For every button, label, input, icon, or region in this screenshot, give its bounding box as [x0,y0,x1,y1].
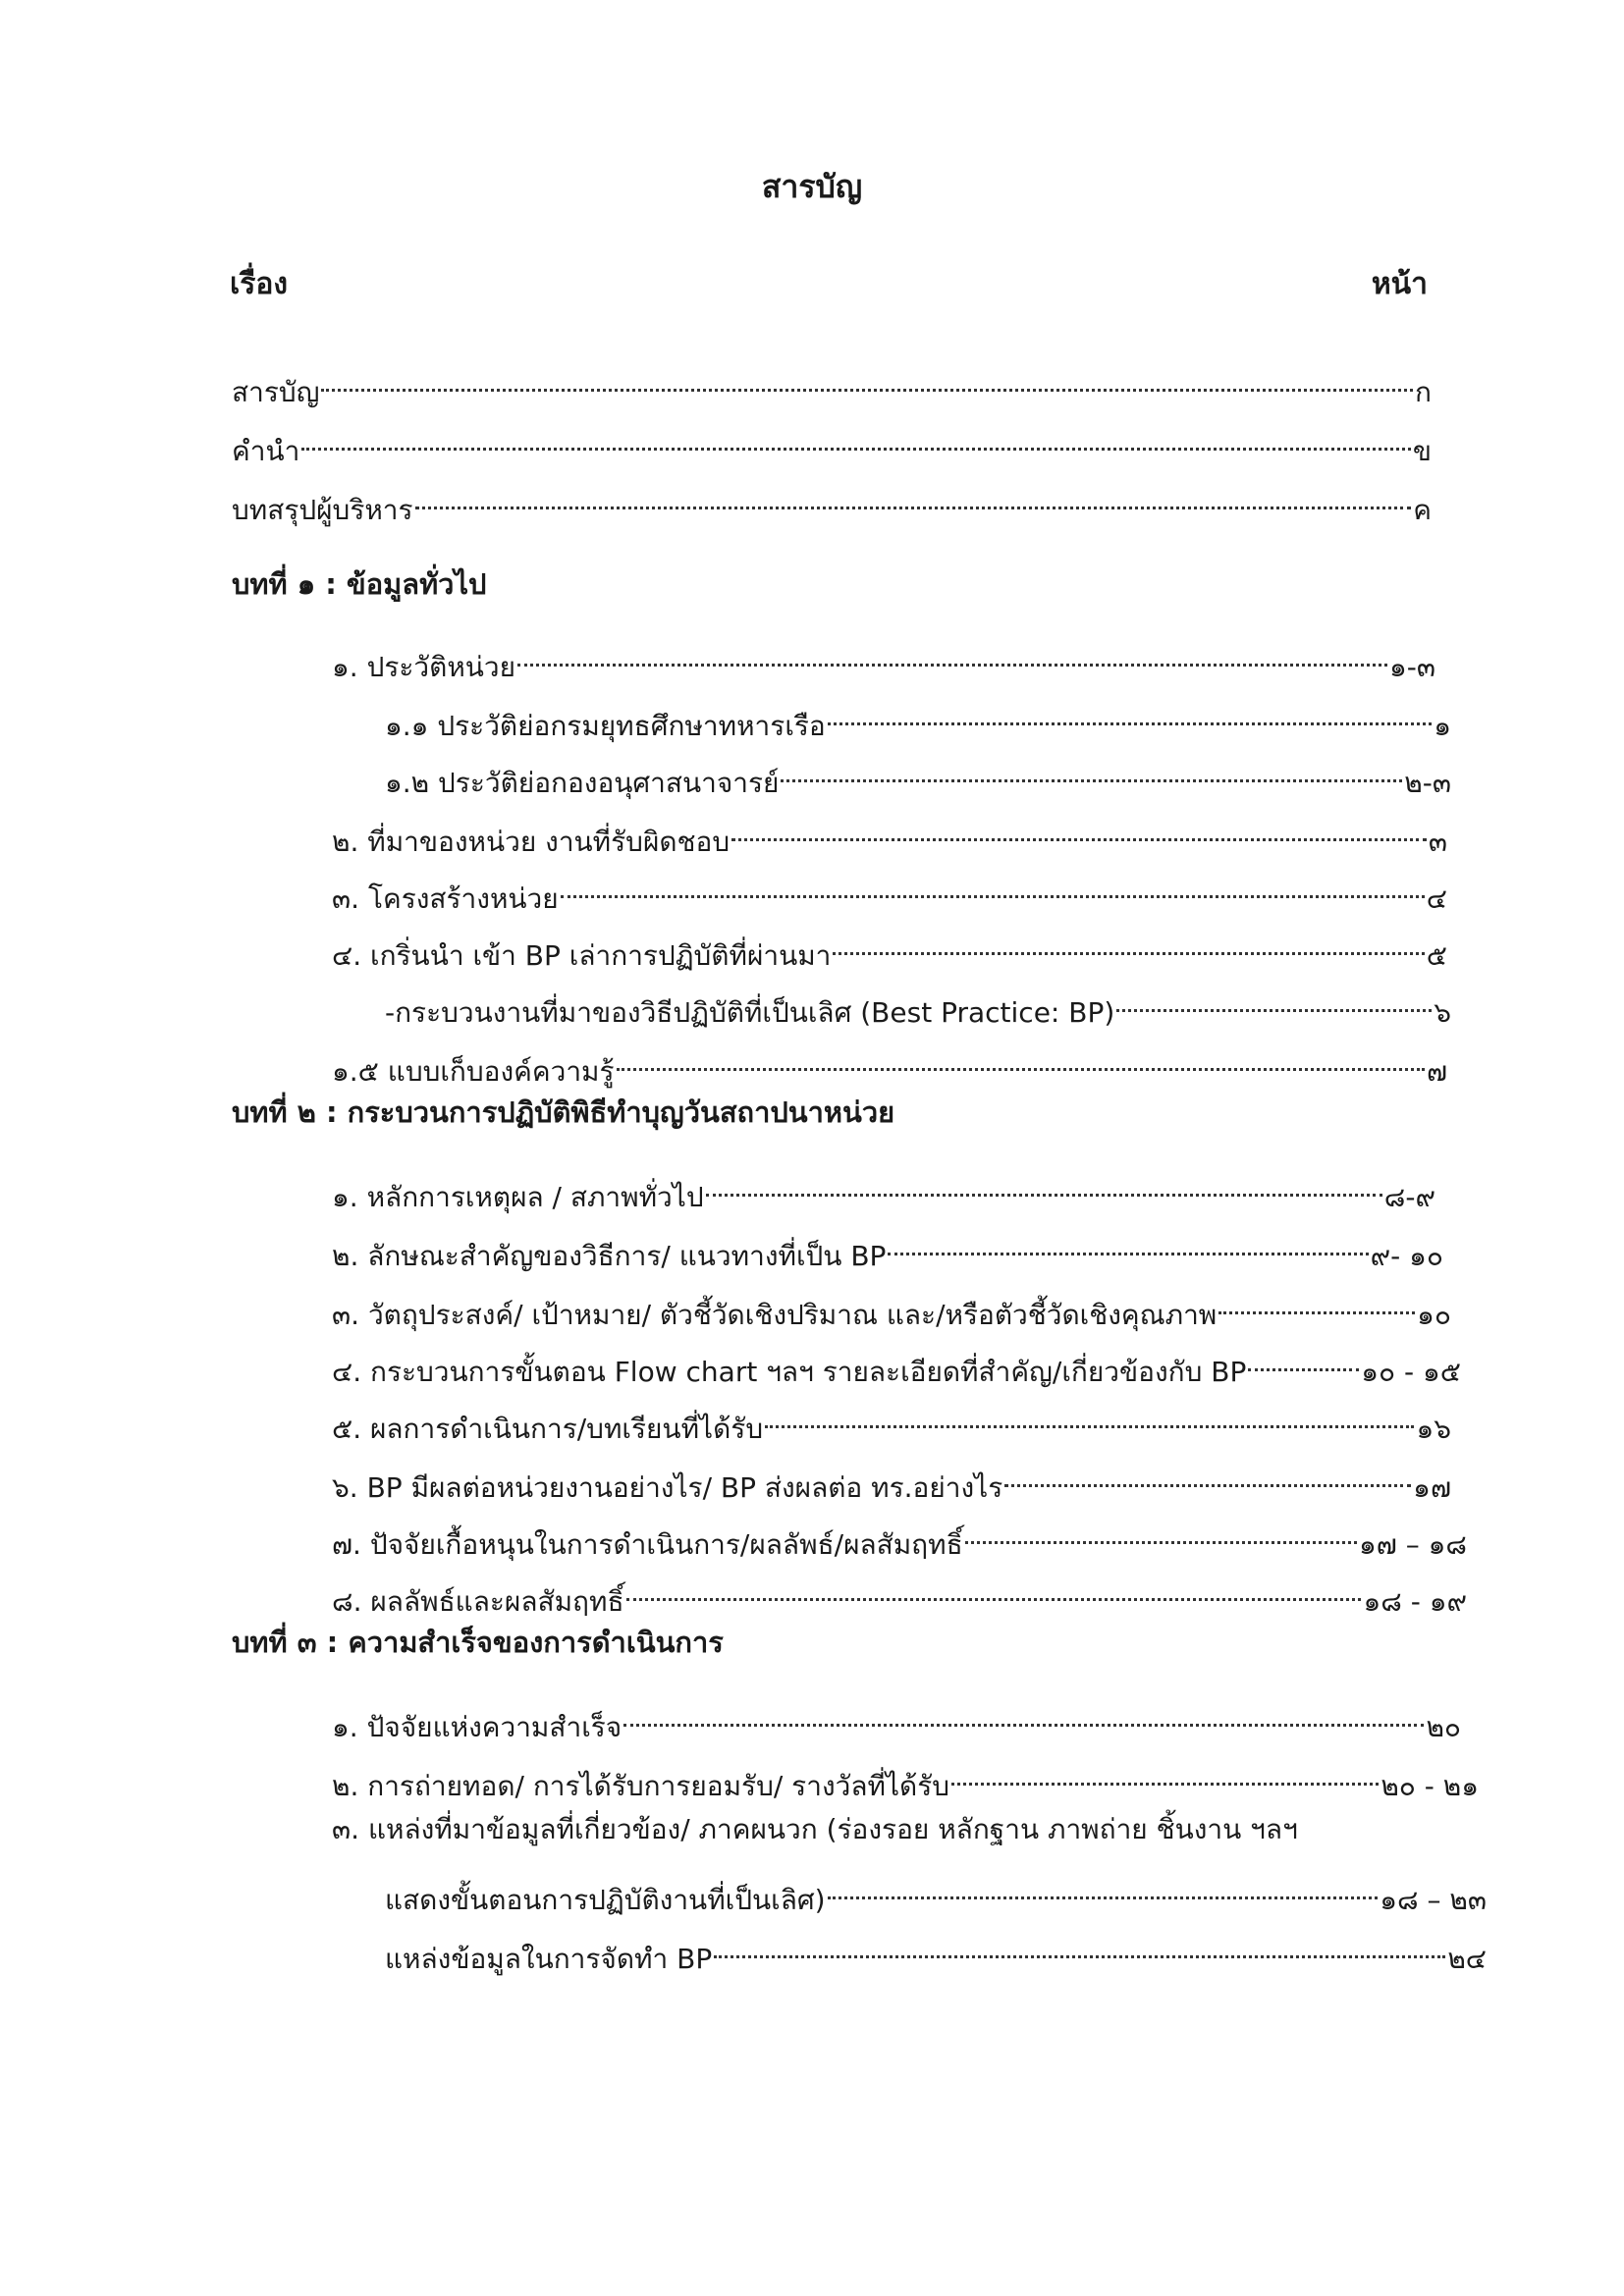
dot-leader [1248,1329,1359,1371]
toc-entry [332,1039,1447,1092]
toc-entry-label: ๔. กระบวนการขั้นตอน Flow chart ฯลฯ รายละเอียดที่สำคัญ/เกี่ยวข้องกับ BP [332,1356,1247,1388]
dot-leader [561,856,1425,898]
dot-leader [781,740,1402,782]
toc-entry-label: ๒. ที่มาของหน่วย งานที่รับผิดชอบ [332,826,731,858]
dot-leader [828,1857,1379,1899]
toc-entry-page: ๑๗ [1413,1471,1451,1504]
toc-entry-label: แสดงขั้นตอนการปฏิบัติงานที่เป็นเลิศ) [385,1884,826,1916]
toc-entry [332,1512,1467,1565]
toc-entry [332,1396,1451,1449]
dot-leader [765,1386,1414,1428]
toc-entry-label: ๑.๒ ประวัติย่อกองอนุศาสนาจารย์ [385,767,780,799]
toc-entry [332,634,1435,687]
toc-entry-label: สารบัญ [232,376,320,408]
toc-entry-page: ๑-๓ [1388,651,1435,683]
toc-entry [332,866,1447,919]
chapter-2-heading: บทที่ ๒ : กระบวนการปฏิบัติพิธีทำบุญวันสถาปนาหน่วย [232,1095,895,1129]
toc-entry [385,693,1451,746]
toc-entry-label: ๒. ลักษณะสำคัญของวิธีการ/ แนวทางที่เป็น BP [332,1240,887,1272]
toc-entry [332,1694,1461,1747]
dot-leader [517,624,1387,667]
dot-leader [626,1559,1362,1601]
toc-entry [332,1282,1451,1335]
toc-entry-executive-summary [232,477,1432,530]
toc-entry-label: -กระบวนงานที่มาของวิธีปฏิบัติที่เป็นเลิศ (Best Practice: BP) [385,996,1115,1029]
toc-entry-page: ๓ [1428,826,1447,858]
dot-leader [965,1502,1357,1544]
toc-entry [385,980,1451,1033]
toc-entry-label: ๓. โครงสร้างหน่วย [332,882,559,915]
toc-entry-contents [232,359,1432,412]
toc-entry [332,1223,1443,1276]
dot-leader [714,1916,1445,1958]
toc-entry [332,923,1447,976]
dot-leader [321,349,1413,392]
toc-entry-page: ๒๔ [1447,1943,1487,1975]
dot-leader [415,467,1412,509]
toc-entry-label: บทสรุปผู้บริหาร [232,494,413,526]
toc-entry [332,809,1447,862]
toc-entry [332,1569,1467,1622]
toc-entry-label: ๘. ผลลัพธ์และผลสัมฤทธิ์ [332,1585,624,1618]
toc-entry-label: ๑. หลักการเหตุผล / สภาพทั่วไป [332,1181,704,1213]
toc-entry-label: ๕. ผลการดำเนินการ/บทเรียนที่ได้รับ [332,1413,764,1445]
toc-entry-page: ๖ [1434,996,1451,1029]
toc-entry-page: ๘-๙ [1383,1181,1435,1213]
column-header-page: หน้า [1371,267,1428,301]
toc-entry-label: ๓. วัตถุประสงค์/ เป้าหมาย/ ตัวชี้วัดเชิงปริมาณ และ/หรือตัวชี้วัดเชิงคุณภาพ [332,1299,1218,1331]
toc-entry-page: ๒๐ [1426,1711,1461,1743]
dot-leader [1004,1445,1411,1487]
toc-entry [332,1164,1435,1217]
dot-leader [706,1154,1382,1197]
toc-entry-page: ๑๘ – ๒๓ [1380,1884,1487,1916]
toc-entry-preface [232,418,1432,471]
toc-entry [385,1867,1487,1920]
toc-entry-label: ๑.๑ ประวัติย่อกรมยุทธศึกษาทหารเรือ [385,710,826,742]
toc-entry [332,1339,1461,1392]
toc-entry-page: ๕ [1426,939,1447,972]
toc-entry-page: ข [1412,435,1432,467]
toc-entry-label: ๑. ปัจจัยแห่งความสำเร็จ [332,1711,623,1743]
toc-entry-page: ๑ [1434,710,1451,742]
dot-leader [951,1743,1379,1786]
chapter-1-heading: บทที่ ๑ : ข้อมูลทั่วไป [232,567,487,601]
toc-entry-label: คำนำ [232,435,300,467]
dot-leader [833,913,1424,955]
dot-leader [828,683,1432,725]
toc-entry [332,1753,1479,1806]
dot-leader [301,408,1411,451]
dot-leader [1218,1272,1415,1314]
toc-entry-page: ๑๘ - ๑๙ [1363,1585,1467,1618]
toc-entry-page: ๑๖ [1416,1413,1451,1445]
toc-entry-label: ๒. การถ่ายทอด/ การได้รับการยอมรับ/ รางวัลที่ได้รับ [332,1770,950,1802]
toc-entry-label: แหล่งข้อมูลในการจัดทำ BP [385,1943,713,1975]
toc-entry-page: ๒-๓ [1404,767,1451,799]
dot-leader [617,1029,1425,1071]
dot-leader [1116,970,1432,1012]
toc-entry-page: ๑๐ [1417,1299,1451,1331]
toc-entry-page: ๒๐ - ๒๑ [1380,1770,1479,1802]
toc-entry-label: ๑. ประวัติหน่วย [332,651,516,683]
toc-entry-label: ๑.๕ แบบเก็บองค์ความรู้ [332,1055,615,1088]
toc-entry-label: ๔. เกริ่นนำ เข้า BP เล่าการปฏิบัติที่ผ่านมา [332,939,832,972]
toc-entry [385,1926,1487,1979]
toc-entry-page: ๗ [1426,1055,1447,1088]
toc-entry-page: ๙- ๑๐ [1370,1240,1443,1272]
toc-entry-label: ๗. ปัจจัยเกื้อหนุนในการดำเนินการ/ผลลัพธ์/ผลสัมฤทธิ์ [332,1528,963,1561]
page-title: สารบัญ [761,168,863,205]
toc-entry [385,750,1451,803]
chapter-3-heading: บทที่ ๓ : ความสำเร็จของการดำเนินการ [232,1626,724,1659]
toc-entry [332,1455,1451,1508]
toc-entry-page: ๑๐ - ๑๕ [1361,1356,1461,1388]
toc-entry-label: ๓. แหล่งที่มาข้อมูลที่เกี่ยวข้อง/ ภาคผนวก (ร่องรอย หลักฐาน ภาพถ่าย ชิ้นงาน ฯลฯ [332,1813,1298,1845]
column-header-subject: เรื่อง [230,267,289,301]
toc-entry-page: ค [1413,494,1432,526]
toc-entry-page: ก [1415,376,1432,408]
dot-leader [888,1213,1368,1255]
toc-entry-label: ๖. BP มีผลต่อหน่วยงานอย่างไร/ BP ส่งผลต่อ ทร.อย่างไร [332,1471,1003,1504]
dot-leader [731,799,1427,841]
toc-entry-page: ๑๗ – ๑๘ [1358,1528,1467,1561]
dot-leader [623,1684,1424,1727]
toc-entry-page: ๔ [1426,882,1447,915]
